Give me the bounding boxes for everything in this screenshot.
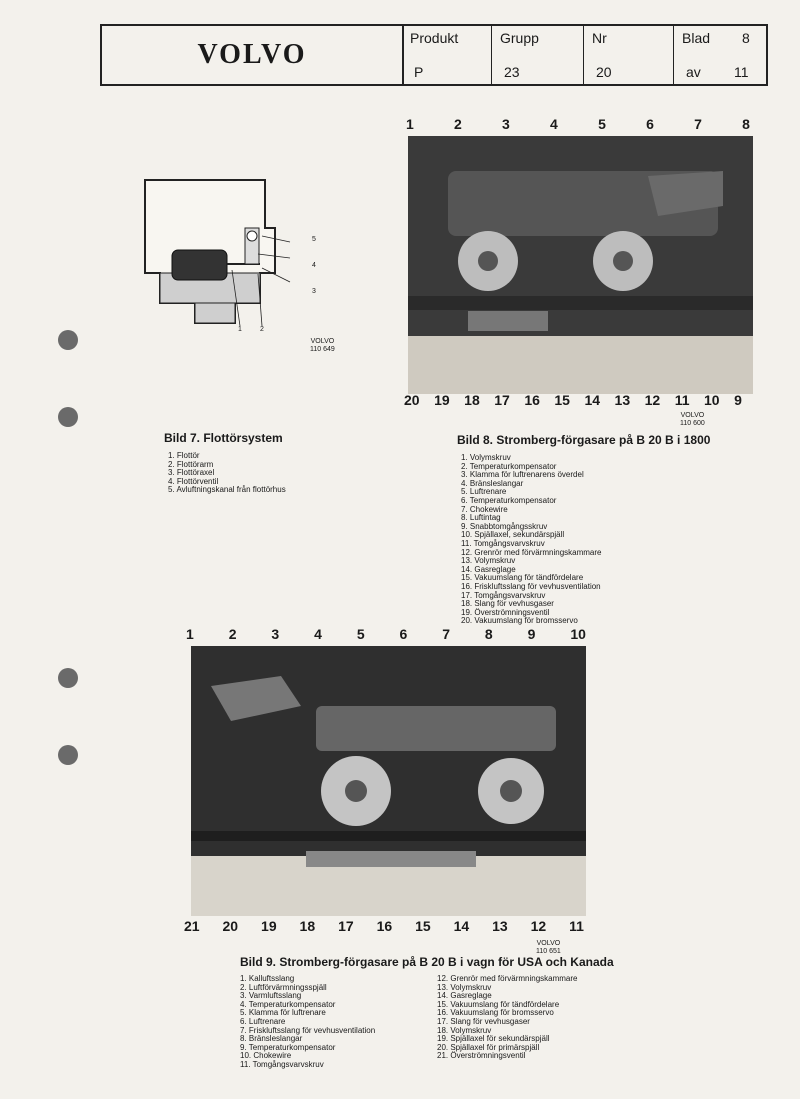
list-item: 9. Temperaturkompensator (240, 1042, 336, 1052)
list-item: 5. Klamma för luftrenare (240, 1008, 326, 1018)
list-item: 13. Volymskruv (437, 982, 492, 992)
grupp-label: Grupp (500, 30, 539, 46)
list-item: 20. Vakuumslang för bromsservo (461, 616, 578, 626)
list-item: 3. Flottöraxel (168, 468, 215, 478)
list-item: 11. Tomgångsvarvskruv (461, 538, 545, 548)
list-item: 21. Överströmningsventil (437, 1051, 526, 1061)
list-item: 15. Vakuumslang för tändfördelare (461, 573, 584, 583)
callout-5: 5 (312, 236, 316, 243)
list-item: 19. Spjällaxel för sekundärspjäll (437, 1034, 550, 1044)
list-item: 10. Chokewire (240, 1051, 292, 1061)
list-item: 4. Bränsleslangar (461, 478, 524, 488)
list-item: 10. Spjällaxel, sekundärspjäll (461, 530, 565, 540)
list-item: 3. Klamma för luftrenarens överdel (461, 470, 584, 480)
list-item: 1. Volymskruv (461, 453, 511, 462)
fig8-caption: Bild 8. Stromberg-förgasare på B 20 B i 1800 (457, 433, 711, 447)
fig8-image-code: VOLVO 110 600 (680, 412, 705, 427)
fig8-legend-list (461, 454, 602, 626)
fig9-image-code: VOLVO 110 651 (536, 940, 561, 955)
list-item: 17. Tomgångsvarvskruv (461, 590, 546, 600)
volvo-logo: VOLVO (102, 26, 404, 84)
list-item: 1. Flottör (168, 451, 200, 460)
list-item: 8. Bränsleslangar (240, 1034, 303, 1044)
list-item: 8. Luftintag (461, 513, 501, 523)
nr-cell (584, 26, 674, 84)
document-header (100, 24, 768, 86)
punch-hole-4 (58, 745, 78, 765)
list-item: 7. Chokewire (461, 504, 508, 514)
punch-hole-1 (58, 330, 78, 350)
list-item: 1. Kalluftsslang (240, 974, 295, 983)
av-value: 11 (734, 64, 749, 80)
list-item: 3. Varmluftsslang (240, 991, 302, 1001)
list-item: 14. Gasreglage (437, 991, 492, 1001)
nr-value: 20 (596, 64, 612, 80)
list-item: 14. Gasreglage (461, 564, 516, 574)
list-item: 13. Volymskruv (461, 556, 516, 566)
fig7-image-code: VOLVO 110 649 (310, 338, 335, 353)
fig8-bottom-numbers: 20 19 18 17 16 15 14 13 12 11 10 9 (404, 392, 742, 408)
punch-hole-3 (58, 668, 78, 688)
float-system-diagram (140, 178, 340, 338)
fig9-bottom-numbers: 21 20 19 18 17 16 15 14 13 12 11 (184, 918, 584, 934)
produkt-value: P (414, 64, 424, 80)
callout-4: 4 (312, 262, 316, 269)
callout-3: 3 (312, 288, 316, 295)
list-item: 18. Slang för vevhusgaser (461, 599, 554, 609)
list-item: 12. Grenrör med förvärmningskammare (437, 974, 578, 983)
grupp-cell (492, 26, 584, 84)
list-item: 2. Flottörarm (168, 459, 214, 469)
list-item: 16. Friskluftsslang för vevhusventilation (461, 581, 601, 591)
fig9-legend-list-right (437, 975, 578, 1061)
callout-1: 1 (238, 326, 242, 333)
list-item: 15. Vakuumslang för tändfördelare (437, 999, 560, 1009)
list-item: 17. Slang för vevhusgaser (437, 1016, 530, 1026)
list-item: 5. Avluftningskanal från flottörhus (168, 485, 286, 495)
list-item: 5. Luftrenare (461, 487, 507, 497)
produkt-label: Produkt (410, 30, 459, 46)
list-item: 19. Överströmningsventil (461, 607, 550, 617)
list-item: 6. Temperaturkompensator (461, 495, 557, 505)
grupp-value: 23 (504, 64, 520, 80)
blad-cell (674, 26, 766, 84)
list-item: 16. Vakuumslang för bromsservo (437, 1008, 554, 1018)
list-item: 6. Luftrenare (240, 1016, 286, 1026)
fig7-legend-list (168, 452, 286, 495)
callout-2: 2 (260, 326, 264, 333)
fig7-caption: Bild 7. Flottörsystem (164, 431, 283, 445)
list-item: 12. Grenrör med förvärmningskammare (461, 547, 602, 557)
fig9-caption: Bild 9. Stromberg-förgasare på B 20 B i vagn för USA och Kanada (240, 955, 614, 969)
list-item: 9. Snabbtomgångsskruv (461, 521, 548, 531)
fig8-top-numbers: 1 2 3 4 5 6 7 8 (406, 116, 750, 132)
list-item: 20. Spjällaxel för primärspjäll (437, 1042, 540, 1052)
list-item: 11. Tomgångsvarvskruv (240, 1059, 324, 1069)
blad-label: Blad (682, 30, 711, 46)
produkt-cell (402, 26, 492, 84)
list-item: 18. Volymskruv (437, 1025, 492, 1035)
punch-hole-2 (58, 407, 78, 427)
list-item: 2. Luftförvärmningsspjäll (240, 982, 327, 992)
fig8-engine-photo (408, 136, 753, 394)
list-item: 4. Flottörventil (168, 476, 219, 486)
nr-label: Nr (592, 30, 607, 46)
list-item: 2. Temperaturkompensator (461, 461, 557, 471)
blad-value: 8 (742, 30, 750, 46)
fig9-engine-photo (191, 646, 586, 916)
av-label: av (686, 64, 701, 80)
fig9-top-numbers: 1 2 3 4 5 6 7 8 9 10 (186, 626, 586, 642)
list-item: 7. Friskluftsslang för vevhusventilation (240, 1025, 376, 1035)
list-item: 4. Temperaturkompensator (240, 999, 336, 1009)
fig9-legend-list-left (240, 975, 375, 1070)
